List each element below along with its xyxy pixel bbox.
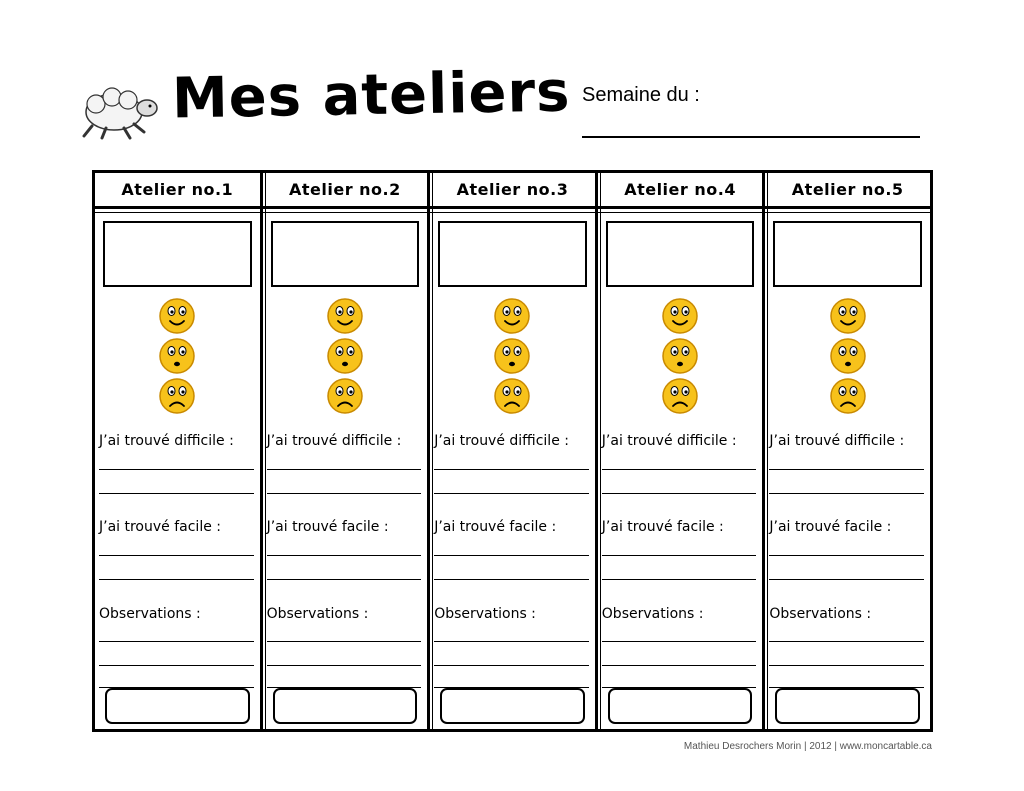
surprised-face-icon[interactable] (158, 337, 196, 375)
workshop-column (598, 173, 766, 729)
workshop-column (263, 173, 431, 729)
answer-line[interactable] (267, 665, 422, 666)
workshop-title: Atelier no.5 (765, 173, 930, 209)
answer-line[interactable] (267, 469, 422, 470)
week-label: Semaine du : (582, 84, 700, 106)
answer-line[interactable] (769, 665, 924, 666)
sad-face-icon[interactable] (829, 377, 867, 415)
prompt-difficult: J’ai trouvé difficile : (266, 433, 402, 449)
answer-line[interactable] (602, 641, 757, 642)
workshop-name-box[interactable] (103, 221, 252, 287)
answer-line[interactable] (434, 665, 589, 666)
prompt-observations: Observations : (601, 606, 704, 622)
happy-face-icon[interactable] (661, 297, 699, 335)
workshop-title: Atelier no.4 (598, 173, 763, 209)
answer-line[interactable] (602, 469, 757, 470)
answer-line[interactable] (602, 493, 757, 494)
prompt-easy: J’ai trouvé facile : (266, 519, 389, 535)
workshop-name-box[interactable] (606, 221, 755, 287)
prompt-easy: J’ai trouvé facile : (434, 519, 557, 535)
answer-line[interactable] (99, 555, 254, 556)
workshop-name-box[interactable] (438, 221, 587, 287)
completion-box[interactable] (105, 688, 250, 724)
happy-face-icon[interactable] (829, 297, 867, 335)
prompt-easy: J’ai trouvé facile : (769, 519, 892, 535)
workshop-title: Atelier no.3 (430, 173, 595, 209)
completion-box[interactable] (608, 688, 753, 724)
answer-line[interactable] (99, 493, 254, 494)
prompt-difficult: J’ai trouvé difficile : (769, 433, 905, 449)
prompt-observations: Observations : (99, 606, 201, 622)
answer-line[interactable] (267, 579, 422, 580)
prompt-observations: Observations : (266, 606, 369, 622)
happy-face-icon[interactable] (326, 297, 364, 335)
surprised-face-icon[interactable] (661, 337, 699, 375)
completion-box[interactable] (273, 688, 418, 724)
rating-faces (263, 297, 428, 415)
workshop-column (765, 173, 930, 729)
rating-faces (430, 297, 595, 415)
prompt-easy: J’ai trouvé facile : (601, 519, 724, 535)
page-title: Mes ateliers (171, 59, 571, 132)
answer-line[interactable] (602, 555, 757, 556)
week-date-line[interactable] (582, 136, 920, 138)
rating-faces (95, 297, 260, 415)
header-divider (765, 212, 930, 213)
sad-face-icon[interactable] (661, 377, 699, 415)
workshop-column (430, 173, 598, 729)
header-divider (598, 212, 763, 213)
answer-line[interactable] (769, 641, 924, 642)
answer-line[interactable] (434, 641, 589, 642)
answer-line[interactable] (769, 469, 924, 470)
prompt-observations: Observations : (434, 606, 536, 622)
footer-credit: Mathieu Desrochers Morin | 2012 | www.moncartable.ca (683, 741, 932, 752)
prompt-difficult: J’ai trouvé difficile : (434, 433, 569, 449)
completion-box[interactable] (775, 688, 920, 724)
workshop-column (95, 173, 263, 729)
prompt-easy: J’ai trouvé facile : (99, 519, 221, 535)
answer-line[interactable] (602, 665, 757, 666)
completion-box[interactable] (440, 688, 585, 724)
answer-line[interactable] (267, 493, 422, 494)
header-divider (263, 212, 428, 213)
prompt-difficult: J’ai trouvé difficile : (99, 433, 234, 449)
happy-face-icon[interactable] (493, 297, 531, 335)
answer-line[interactable] (434, 579, 589, 580)
answer-line[interactable] (99, 641, 254, 642)
header-divider (430, 212, 595, 213)
workshop-title: Atelier no.1 (95, 173, 260, 209)
answer-line[interactable] (267, 555, 422, 556)
answer-line[interactable] (99, 665, 254, 666)
rating-faces (598, 297, 763, 415)
answer-line[interactable] (434, 469, 589, 470)
rating-faces (765, 297, 930, 415)
sad-face-icon[interactable] (326, 377, 364, 415)
answer-line[interactable] (99, 469, 254, 470)
workshop-grid (92, 170, 933, 732)
prompt-difficult: J’ai trouvé difficile : (601, 433, 737, 449)
answer-line[interactable] (434, 555, 589, 556)
workshop-name-box[interactable] (773, 221, 922, 287)
surprised-face-icon[interactable] (829, 337, 867, 375)
answer-line[interactable] (434, 493, 589, 494)
answer-line[interactable] (267, 641, 422, 642)
answer-line[interactable] (769, 493, 924, 494)
answer-line[interactable] (769, 579, 924, 580)
surprised-face-icon[interactable] (493, 337, 531, 375)
surprised-face-icon[interactable] (326, 337, 364, 375)
prompt-observations: Observations : (769, 606, 872, 622)
sad-face-icon[interactable] (493, 377, 531, 415)
happy-face-icon[interactable] (158, 297, 196, 335)
answer-line[interactable] (602, 579, 757, 580)
sad-face-icon[interactable] (158, 377, 196, 415)
workshop-name-box[interactable] (271, 221, 420, 287)
workshop-title: Atelier no.2 (263, 173, 428, 209)
answer-line[interactable] (99, 579, 254, 580)
header-divider (95, 212, 260, 213)
answer-line[interactable] (769, 555, 924, 556)
sheep-icon (72, 82, 162, 142)
